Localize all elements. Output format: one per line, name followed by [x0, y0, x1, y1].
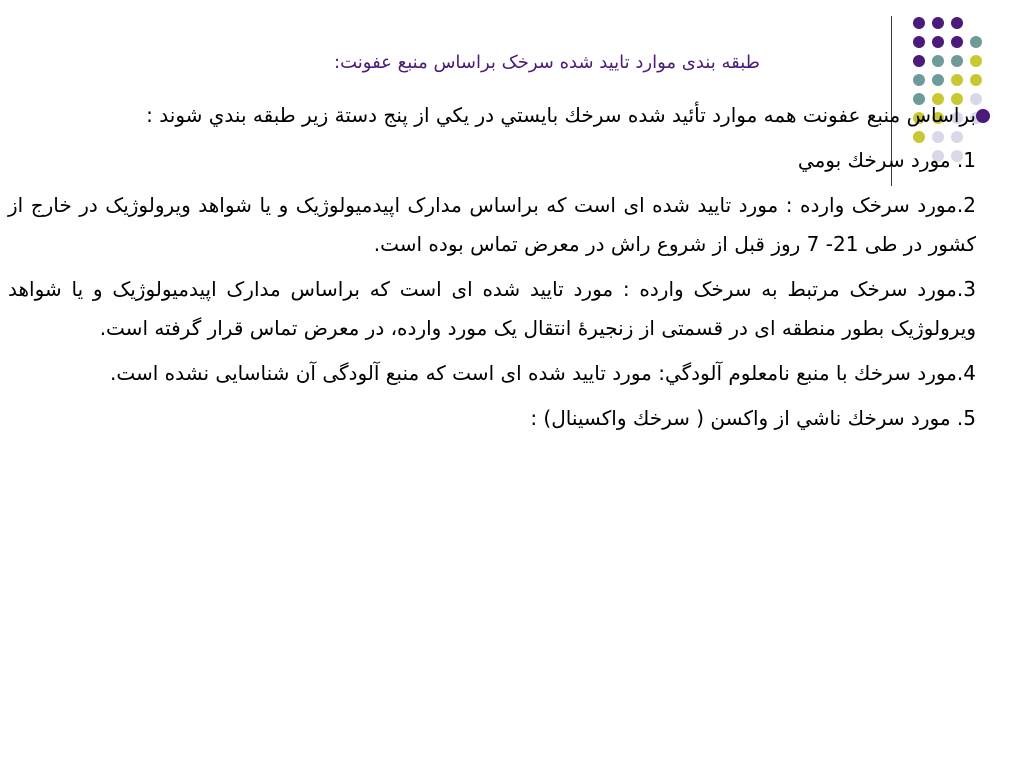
- list-item: [8, 186, 976, 264]
- bullet-list: [8, 96, 976, 444]
- decor-dot: [913, 36, 925, 48]
- decor-dot: [913, 74, 925, 86]
- list-item-text: 5. مورد سرخك ناشي از واكسن ( سرخك واكسينال) :: [530, 406, 976, 430]
- list-item-text: 2.مورد سرخک وارده : مورد تایید شده ای است که براساس مدارک اپیدمیولوژیک و یا شواهد ویرولوژیک در خارج از کشور در طی 21- 7 روز قبل از شروع راش در معرض تماس بوده است.: [8, 193, 976, 256]
- list-item: [8, 270, 976, 348]
- intro-paragraph: [8, 96, 976, 135]
- decor-dot: [970, 36, 982, 48]
- decor-dot: [970, 55, 982, 67]
- list-item: [8, 354, 976, 393]
- list-item-text: 1. مورد سرخك بومي: [797, 148, 976, 172]
- intro-text: براساس منبع عفونت همه موارد تأئيد شده سرخك بايستي در يكي از پنج دستة زير طبقه بندي شوند :: [146, 103, 976, 127]
- list-item: [8, 399, 976, 438]
- decor-dot: [932, 17, 944, 29]
- list-item: [8, 141, 976, 180]
- bullet-dot-icon: [976, 109, 990, 123]
- decor-dot: [932, 74, 944, 86]
- decor-dot: [932, 36, 944, 48]
- decor-dot: [951, 55, 963, 67]
- decor-dot: [913, 17, 925, 29]
- decor-dot: [913, 55, 925, 67]
- decor-dot: [932, 55, 944, 67]
- list-item-text: 3.مورد سرخک مرتبط به سرخک وارده : مورد تایید شده ای است که براساس مدارک اپیدمیولوژیک و یا شواهد ویرولوژیک بطور منطقه ای در قسمتی از زنجیرۀ انتقال یک مورد وارده، در معرض تماس قرار گرفته است.: [8, 277, 976, 340]
- list-item-text: 4.مورد سرخك با منبع نامعلوم آلودگي: مورد تایید شده ای است که منبع آلودگی آن شناسایی نشده است.: [110, 361, 976, 385]
- decor-dot: [970, 74, 982, 86]
- decor-dot: [951, 74, 963, 86]
- decor-dot: [951, 17, 963, 29]
- slide-title: طبقه بندی موارد تایید شده سرخک براساس منبع عفونت:: [334, 52, 760, 73]
- decor-dot: [951, 36, 963, 48]
